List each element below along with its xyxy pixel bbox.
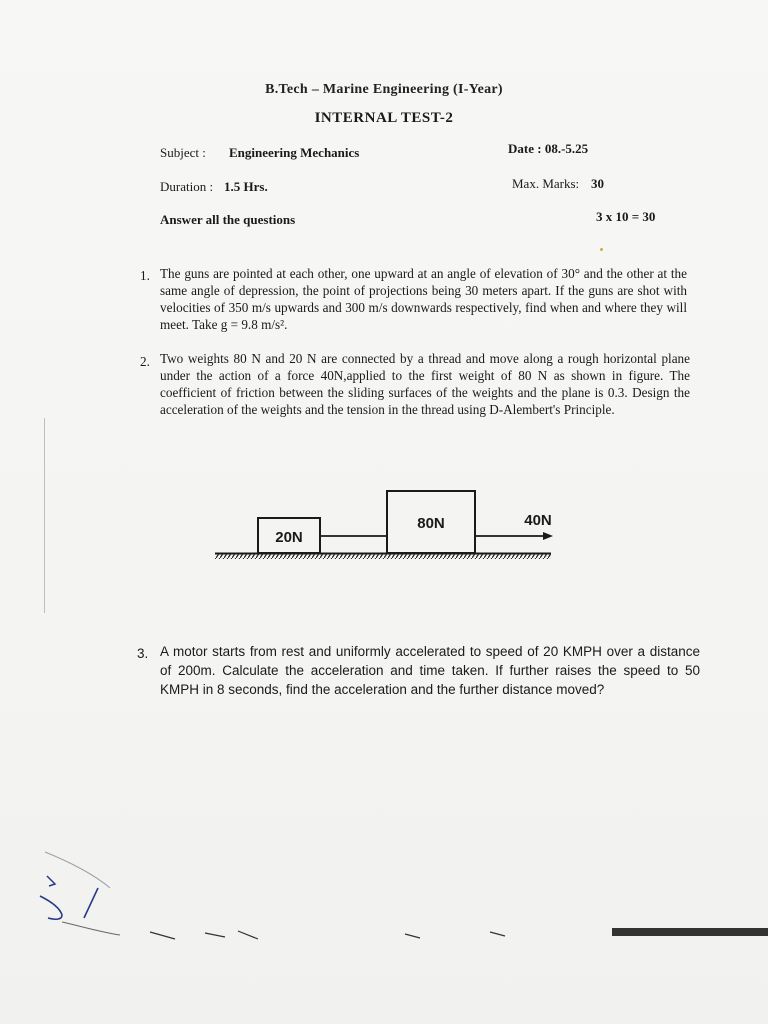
subject-value: Engineering Mechanics [229, 145, 360, 160]
question-number-3: 3. [137, 646, 149, 661]
dash-mark [405, 934, 420, 938]
question-text-1: The guns are pointed at each other, one upward at an angle of elevation of 30° and the other at the same angle of depression, the point of projections being 30 meters apart. If the guns are shot with velocities of 350 m/s upwards and 300 m/s downwards respectively, find when and where they will meet. Take g = 9.8 m/s². [160, 266, 687, 332]
question-text-2: Two weights 80 N and 20 N are connected by a thread and move along a rough horizontal plane under the action of a force 40N,applied to the first weight of 80 N as shown in figure. The coefficient of friction between the sliding surfaces of the weights and the plane is 0.3. Design the acceleration of the weights and the tension in the thread using D-Alembert's Principle. [160, 351, 690, 417]
dash-mark [150, 932, 175, 939]
max-marks-label: Max. Marks: [512, 176, 580, 191]
faint-line [62, 922, 120, 935]
handwritten-mark [40, 896, 62, 919]
duration-value: 1.5 Hrs. [224, 179, 268, 194]
duration-label: Duration : [160, 179, 214, 194]
block-80n-label: 80N [417, 515, 445, 532]
handwritten-slash [84, 888, 98, 918]
block-20n-label: 20N [275, 529, 303, 546]
question-number-1: 1. [140, 268, 150, 283]
faint-curve-mark [45, 852, 110, 888]
rough-plane-hatching [215, 554, 551, 559]
force-label: 40N [524, 512, 552, 529]
exam-date: Date : 08.-5.25 [508, 141, 589, 156]
page-edge-shadow [612, 928, 768, 936]
handwritten-mark [47, 876, 55, 886]
question-number-2: 2. [140, 354, 150, 369]
dash-mark [490, 932, 505, 936]
force-arrow-head [543, 532, 553, 540]
max-marks-value: 30 [591, 176, 604, 191]
dash-mark [205, 933, 225, 937]
dash-mark [238, 931, 258, 939]
test-title: INTERNAL TEST-2 [314, 110, 454, 126]
margin-line [44, 418, 45, 613]
course-header: B.Tech – Marine Engineering (I-Year) [265, 82, 503, 97]
instruction: Answer all the questions [160, 212, 296, 227]
question-text-3: A motor starts from rest and uniformly accelerated to speed of 20 KMPH over a distance of 200m. Calculate the acceleration and time taken. If further raises the speed to 50 KMPH in 8 seconds, find the acceleration and the further distance moved? [160, 644, 700, 697]
subject-label: Subject : [160, 145, 206, 160]
marks-scheme: 3 x 10 = 30 [596, 209, 656, 224]
